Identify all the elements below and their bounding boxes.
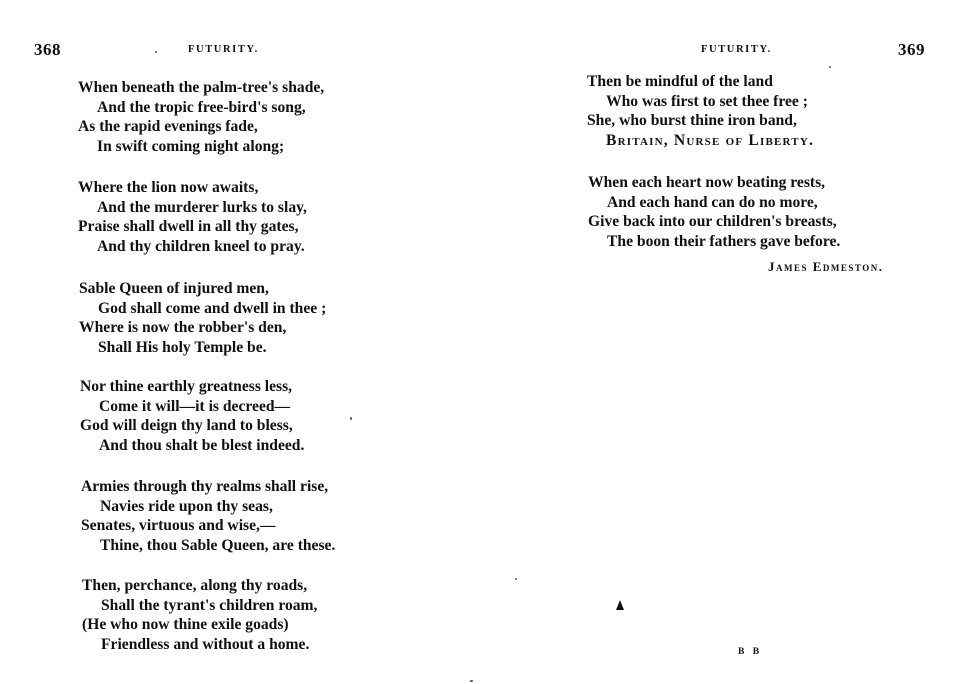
ink-speck (470, 680, 473, 682)
signature-mark: B B (738, 647, 763, 657)
verse-line: And each hand can do no more, (607, 193, 818, 211)
verse-line: And the tropic free-bird's song, (97, 98, 306, 116)
verse-line: Armies through thy realms shall rise, (81, 478, 329, 495)
verse-line: As the rapid evenings fade, (78, 118, 258, 136)
verse-line: Shall the tyrant's children roam, (101, 596, 318, 614)
right-page (490, 0, 980, 684)
verse-line: When beneath the palm-tree's shade, (78, 79, 325, 96)
verse-line: And thou shalt be blest indeed. (99, 436, 305, 454)
verse-line: Nor thine earthly greatness less, (80, 378, 293, 395)
verse-line: Come it will—it is decreed— (99, 397, 291, 415)
verse-line: And the murderer lurks to slay, (97, 198, 307, 216)
verse-line: In swift coming night along; (97, 137, 285, 155)
stanza-5 (81, 477, 335, 555)
stanza-1 (78, 78, 324, 156)
ink-speck (515, 578, 517, 580)
verse-line: God will deign thy land to bless, (80, 417, 293, 435)
stanza-4 (80, 377, 304, 455)
verse-line: (He who now thine exile goads) (82, 616, 289, 634)
stanza-2 (588, 173, 840, 251)
verse-line: Who was first to set thee free ; (606, 92, 808, 110)
running-head: FUTURITY. (188, 44, 259, 55)
verse-line: Sable Queen of injured men, (79, 280, 269, 297)
author-credit: James Edmeston. (768, 259, 884, 274)
verse-line: God shall come and dwell in thee ; (98, 299, 327, 317)
verse-line: Where is now the robber's den, (79, 319, 287, 337)
stanza-2 (78, 178, 307, 256)
verse-line: Britain, Nurse of Liberty. (606, 131, 815, 149)
ink-speck (155, 51, 157, 53)
ink-speck (829, 66, 831, 68)
verse-line: Shall His holy Temple be. (98, 338, 267, 356)
stanza-6 (82, 576, 317, 654)
verse-line: Where the lion now awaits, (78, 179, 259, 196)
ink-blot (615, 600, 625, 612)
verse-line: Then, perchance, along thy roads, (82, 577, 308, 594)
page-number: 368 (34, 40, 61, 59)
verse-line: And thy children kneel to pray. (97, 237, 305, 255)
verse-line: When each heart now beating rests, (588, 174, 826, 191)
stanza-1 (587, 72, 814, 150)
verse-line: Senates, virtuous and wise,— (81, 517, 276, 535)
running-head: FUTURITY. (701, 44, 772, 55)
verse-line: Praise shall dwell in all thy gates, (78, 218, 299, 236)
verse-line: Friendless and without a home. (101, 635, 310, 653)
page-number: 369 (898, 40, 925, 59)
verse-line: The boon their fathers gave before. (607, 232, 841, 250)
verse-line: Thine, thou Sable Queen, are these. (100, 536, 336, 554)
verse-line: Then be mindful of the land (587, 73, 773, 90)
verse-line: Navies ride upon thy seas, (100, 497, 273, 515)
ink-speck (350, 417, 352, 420)
verse-line: She, who burst thine iron band, (587, 112, 797, 130)
verse-line: Give back into our children's breasts, (588, 213, 837, 231)
stanza-3 (79, 279, 326, 357)
